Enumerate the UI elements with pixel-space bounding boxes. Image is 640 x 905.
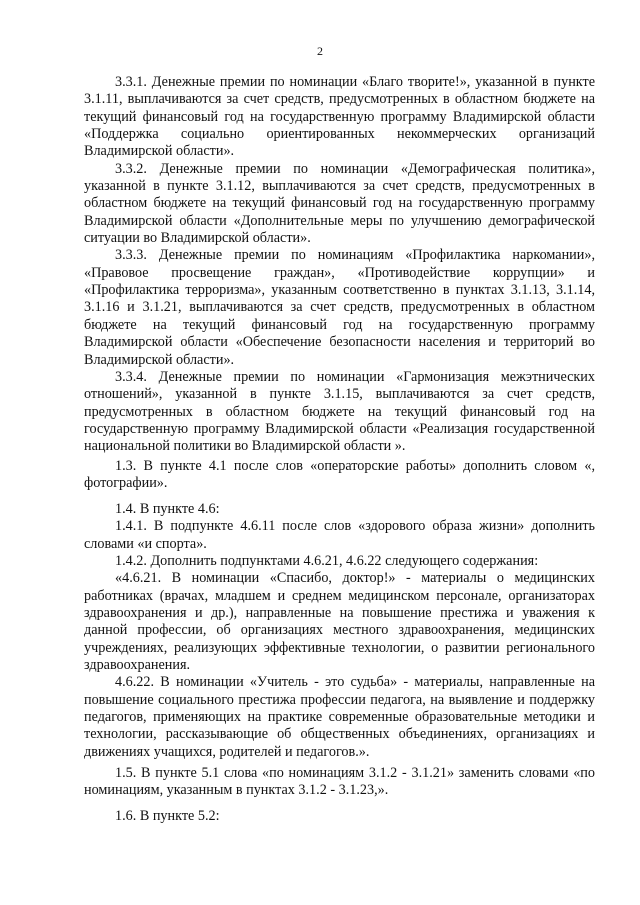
paragraph-1-6: 1.6. В пункте 5.2: xyxy=(115,808,220,824)
section-1-5 xyxy=(84,765,595,800)
paragraph-3-3-1: 3.3.1. Денежные премии по номинации «Благо творите!», указанной в пункте 3.1.11, выплачиваются за счет средств, предусмотренных в областном бюджете на текущий финансовый год на государственную программу Владимирской области «Поддержка социально ориентированных некоммерческих организаций Владимирской области». xyxy=(84,74,595,160)
section-1-4 xyxy=(84,501,595,761)
paragraph-1-5: 1.5. В пункте 5.1 слова «по номинациям 3.1.2 - 3.1.21» заменить словами «по номинациям, указанным в пунктах 3.1.2 - 3.1.23,». xyxy=(84,765,595,799)
page-number: 2 xyxy=(317,44,323,58)
paragraph-4-6-21: «4.6.21. В номинации «Спасибо, доктор!» - материалы о медицинских работниках (врачах, младшем и среднем медицинском персонале, организаторах здравоохранения и др.), направленные на повышение престижа и уважения к данной профессии, об организациях местного здравоохранения, медицинских учреждениях, реализующих эффективные технологии, о развитии регионального здравоохранения. xyxy=(84,570,595,674)
paragraph-3-3-2: 3.3.2. Денежные премии по номинации «Демографическая политика», указанной в пункте 3.1.12, выплачиваются за счет средств, предусмотренных в областном бюджете на текущий финансовый год на государственную программу Владимирской области «Дополнительные меры по улучшению демографической ситуации во Владимирской области». xyxy=(84,160,595,247)
paragraph-1-4: 1.4. В пункте 4.6: xyxy=(115,501,220,517)
paragraph-3-3-3: 3.3.3. Денежные премии по номинациям «Профилактика наркомании», «Правовое просвещение граждан», «Противодействие коррупции» и «Профилактика терроризма», указанным соответственно в пунктах 3.1.13, 3.1.14, 3.1.16 и 3.1.21, выплачиваются за счет средств, предусмотренных в областном бюджете на текущий финансовый год на государственную программу Владимирской области «Обеспечение безопасности населения и территорий во Владимирской области». xyxy=(84,247,595,368)
section-1-6 xyxy=(84,808,595,825)
paragraph-3-3-4: 3.3.4. Денежные премии по номинации «Гармонизация межэтнических отношений», указанной в пункте 3.1.15, выплачиваются за счет средств, предусмотренных в областном бюджете на текущий финансовый год на государственную программу Владимирской области «Реализация государственной национальной политики во Владимирской области ». xyxy=(84,368,595,455)
section-1-3 xyxy=(84,458,595,493)
section-3-3 xyxy=(84,74,595,456)
paragraph-1-4-1: 1.4.1. В подпункте 4.6.11 после слов «здорового образа жизни» дополнить словами «и спорта». xyxy=(84,518,595,552)
paragraph-1-3: 1.3. В пункте 4.1 после слов «операторские работы» дополнить словом «, фотографии». xyxy=(84,458,595,492)
paragraph-4-6-22: 4.6.22. В номинации «Учитель - это судьба» - материалы, направленные на повышение социального престижа профессии педагога, на выявление и поддержку педагогов, применяющих на практике современные образовательные методики и технологии, рассказывающие об общественных объединениях, организациях и движениях учащихся, родителей и педагогов.». xyxy=(84,674,595,760)
paragraph-1-4-2: 1.4.2. Дополнить подпунктами 4.6.21, 4.6.22 следующего содержания: xyxy=(115,553,539,570)
